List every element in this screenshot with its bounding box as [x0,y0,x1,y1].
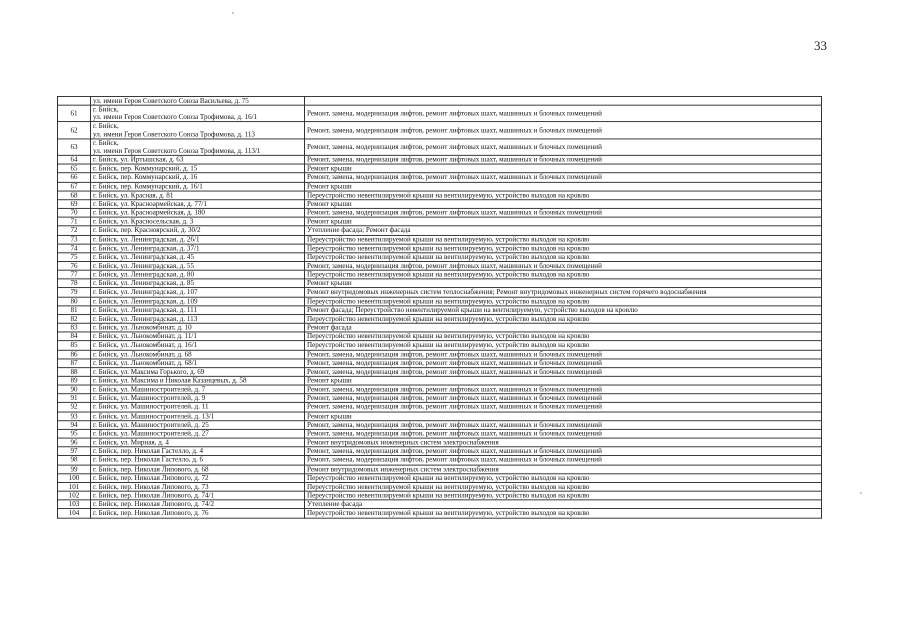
address-cell [91,500,305,509]
work-type-cell: Ремонт, замена, модернизация лифтов, ремонт лифтовых шахт, машинных и блочных помещений [305,394,822,403]
work-type-cell: Ремонт фасада [305,323,822,332]
address-cell [91,306,305,315]
address-cell [91,332,305,341]
row-number: 77 [58,270,91,279]
work-type-cell: Переустройство невентилируемой крыши на вентилируемую, устройство выходов на кровлю [305,509,822,518]
table-row [58,191,822,200]
address-line: г. Бийск, ул. Максима и Николая Казанцевых, д. 58 [93,376,247,385]
repair-register-table [57,96,822,518]
work-type-cell: Ремонт, замена, модернизация лифтов, ремонт лифтовых шахт, машинных и блочных помещений [305,447,822,456]
work-type-cell: Ремонт, замена, модернизация лифтов, ремонт лифтовых шахт, машинных и блочных помещений [305,403,822,412]
table-row [58,323,822,332]
work-type-cell: Переустройство невентилируемой крыши на вентилируемую, устройство выходов на кровлю [305,474,822,483]
address-line: г. Бийск, ул. Машиностроителей, д. 11 [93,403,209,412]
row-number: 64 [58,155,91,164]
work-type-cell: Ремонт крыши [305,376,822,385]
address-line: г. Бийск, пер. Коммунарский, д. 16/1 [93,182,203,191]
address-line: г. Бийск, ул. Ленинградская, д. 45 [93,253,194,261]
table-row [58,474,822,483]
address-cell [91,482,305,491]
table-row [58,235,822,244]
address-cell [91,208,305,217]
work-type-cell: Ремонт внутридомовых инженерных систем электроснабжения [305,438,822,447]
address-cell [91,164,305,173]
address-cell [91,394,305,403]
table-row [58,96,822,105]
address-line: г. Бийск, ул. Машиностроителей, д. 13/1 [93,412,215,420]
address-line: г. Бийск, пер. Николая Гастелло, д. 6 [93,456,204,465]
address-cell [91,122,305,139]
row-number: 68 [58,191,91,200]
row-number: 72 [58,226,91,235]
address-cell [91,323,305,332]
row-number: 104 [58,509,91,518]
table-row [58,412,822,421]
row-number: 79 [58,288,91,297]
work-type-cell: Ремонт крыши [305,217,822,226]
work-type-cell [305,96,822,105]
table-row [58,200,822,209]
address-line: г. Бийск, ул. Машиностроителей, д. 7 [93,385,206,394]
work-type-cell: Ремонт, замена, модернизация лифтов, ремонт лифтовых шахт, машинных и блочных помещений [305,350,822,359]
address-line: г. Бийск, пер. Коммунарский, д. 15 [93,164,198,173]
address-cell [91,253,305,262]
table-row [58,164,822,173]
address-cell [91,447,305,456]
address-cell [91,350,305,359]
address-line: г. Бийск, ул. Машиностроителей, д. 27 [93,429,209,438]
work-type-cell: Утепление фасада; Ремонт фасада [305,226,822,235]
address-cell [91,376,305,385]
table-row [58,438,822,447]
row-number: 75 [58,253,91,262]
table-row [58,500,822,509]
row-number: 88 [58,367,91,376]
work-type-cell: Ремонт внутридомовых инженерных систем теплоснабжения; Ремонт внутридомовых инженерных систем горячего водоснабжения [305,288,822,297]
table-row [58,279,822,288]
table-row [58,297,822,306]
row-number: 73 [58,235,91,244]
address-cell [91,270,305,279]
address-line: г. Бийск, [93,139,119,147]
address-line: г. Бийск, ул. Ленинградская, д. 111 [93,306,198,314]
table-row [58,350,822,359]
address-line: г. Бийск, ул. Красноармейская, д. 180 [93,208,205,217]
row-number: 82 [58,314,91,323]
address-line: г. Бийск, [93,105,119,114]
row-number: 89 [58,376,91,385]
table-row [58,122,822,139]
row-number: 76 [58,261,91,270]
row-number: 78 [58,279,91,288]
address-line: г. Бийск, пер. Николая Липового, д. 74/1 [93,491,215,500]
address-cell [91,279,305,288]
table-row [58,491,822,500]
address-cell [91,155,305,164]
address-line: г. Бийск, ул. Льнокомбинат, д. 16/1 [93,341,198,350]
address-line: г. Бийск, ул. Ленинградская, д. 113 [93,314,198,323]
table-row [58,482,822,491]
row-number: 102 [58,491,91,500]
table-row [58,253,822,262]
address-line: г. Бийск, пер. Николая Липового, д. 73 [93,482,209,491]
address-line: г. Бийск, ул. Машиностроителей, д. 25 [93,420,209,429]
address-line: ул. имени Героя Советского Союза Трофимова, д. 113 [93,130,255,139]
address-cell [91,191,305,200]
work-type-cell: Переустройство невентилируемой крыши на вентилируемую, устройство выходов на кровлю [305,191,822,200]
work-type-cell: Ремонт крыши [305,200,822,209]
work-type-cell: Переустройство невентилируемой крыши на вентилируемую, устройство выходов на кровлю [305,297,822,306]
table-row [58,367,822,376]
row-number: 86 [58,350,91,359]
work-type-cell: Ремонт фасада; Переустройство невентилируемой крыши на вентилируемую, устройство выходов на кровлю [305,306,822,315]
address-cell [91,244,305,253]
row-number: 81 [58,306,91,315]
work-type-cell: Ремонт крыши [305,279,822,288]
row-number: 99 [58,465,91,474]
address-cell [91,288,305,297]
address-line: г. Бийск, ул. Красноармейская, д. 77/1 [93,200,207,208]
address-cell [91,105,305,122]
table-row [58,306,822,315]
table-row [58,359,822,368]
address-cell [91,412,305,421]
address-line: г. Бийск, ул. Мирная, д. 4 [93,438,169,447]
work-type-cell: Переустройство невентилируемой крыши на вентилируемую, устройство выходов на кровлю [305,332,822,341]
address-line: г. Бийск, пер. Николая Липового, д. 74/2 [93,500,215,509]
scan-speck [860,492,862,494]
address-cell [91,385,305,394]
table-row [58,208,822,217]
work-type-cell: Переустройство невентилируемой крыши на вентилируемую, устройство выходов на кровлю [305,314,822,323]
table-row [58,456,822,465]
address-cell [91,403,305,412]
table-body [58,96,822,517]
address-cell [91,314,305,323]
row-number: 101 [58,482,91,491]
work-type-cell: Переустройство невентилируемой крыши на вентилируемую, устройство выходов на кровлю [305,235,822,244]
address-cell [91,359,305,368]
work-type-cell: Ремонт, замена, модернизация лифтов, ремонт лифтовых шахт, машинных и блочных помещений [305,122,822,139]
row-number: 74 [58,244,91,253]
address-cell [91,456,305,465]
table-row [58,226,822,235]
table-row [58,465,822,474]
table-row [58,421,822,430]
work-type-cell: Переустройство невентилируемой крыши на вентилируемую, устройство выходов на кровлю [305,482,822,491]
address-cell [91,421,305,430]
table-row [58,270,822,279]
work-type-cell: Переустройство невентилируемой крыши на вентилируемую, устройство выходов на кровлю [305,270,822,279]
row-number: 84 [58,332,91,341]
table-row [58,261,822,270]
address-line: г. Бийск, пер. Николая Гастелло, д. 4 [93,447,204,456]
row-number: 91 [58,394,91,403]
table-row [58,341,822,350]
work-type-cell: Ремонт, замена, модернизация лифтов, ремонт лифтовых шахт, машинных и блочных помещений [305,385,822,394]
row-number: 70 [58,208,91,217]
row-number: 93 [58,412,91,421]
address-cell [91,96,305,105]
work-type-cell: Ремонт внутридомовых инженерных систем электроснабжения [305,465,822,474]
table-row [58,403,822,412]
table-row [58,288,822,297]
row-number: 65 [58,164,91,173]
row-number: 97 [58,447,91,456]
table-row [58,385,822,394]
row-number: 103 [58,500,91,509]
row-number: 71 [58,217,91,226]
work-type-cell: Ремонт, замена, модернизация лифтов, ремонт лифтовых шахт, машинных и блочных помещений [305,105,822,122]
address-cell [91,429,305,438]
address-cell [91,173,305,182]
work-type-cell: Ремонт крыши [305,182,822,191]
table-row [58,173,822,182]
address-line: г. Бийск, ул. Ленинградская, д. 85 [93,279,194,288]
address-line: г. Бийск, ул. Ленинградская, д. 37/1 [93,244,200,252]
table-row [58,447,822,456]
table-row [58,376,822,385]
address-cell [91,182,305,191]
row-number: 62 [58,122,91,139]
address-line: г. Бийск, ул. Льнокомбинат, д. 68 [93,350,192,359]
address-cell [91,491,305,500]
row-number: 90 [58,385,91,394]
work-type-cell: Переустройство невентилируемой крыши на вентилируемую, устройство выходов на кровлю [305,341,822,350]
row-number: 63 [58,139,91,156]
address-line: г. Бийск, ул. Ленинградская, д. 26/1 [93,235,200,244]
row-number: 67 [58,182,91,191]
address-cell [91,341,305,350]
address-line: ул. имени Героя Советского Союза Трофимова, д. 16/1 [93,113,258,122]
table-row [58,332,822,341]
address-line: г. Бийск, ул. Льнокомбинат, д. 11/1 [93,332,197,341]
row-number [58,96,91,105]
address-line: г. Бийск, ул. Максима Горького, д. 69 [93,367,205,376]
work-type-cell: Ремонт, замена, модернизация лифтов, ремонт лифтовых шахт, машинных и блочных помещений [305,429,822,438]
row-number: 61 [58,105,91,122]
work-type-cell: Ремонт, замена, модернизация лифтов, ремонт лифтовых шахт, машинных и блочных помещений [305,208,822,217]
work-type-cell: Ремонт, замена, модернизация лифтов, ремонт лифтовых шахт, машинных и блочных помещений [305,367,822,376]
table-row [58,314,822,323]
work-type-cell: Ремонт, замена, модернизация лифтов, ремонт лифтовых шахт, машинных и блочных помещений [305,421,822,430]
address-cell [91,139,305,156]
address-cell [91,474,305,483]
address-cell [91,465,305,474]
row-number: 98 [58,456,91,465]
row-number: 85 [58,341,91,350]
address-line: г. Бийск, пер. Николая Липового, д. 76 [93,509,209,518]
address-cell [91,261,305,270]
work-type-cell: Переустройство невентилируемой крыши на вентилируемую, устройство выходов на кровлю [305,491,822,500]
row-number: 95 [58,429,91,438]
address-line: г. Бийск, ул. Ленинградская, д. 55 [93,261,194,270]
address-line: г. Бийск, ул. Ленинградская, д. 80 [93,270,194,279]
row-number: 96 [58,438,91,447]
work-type-cell: Ремонт, замена, модернизация лифтов, ремонт лифтовых шахт, машинных и блочных помещений [305,359,822,368]
table-row [58,394,822,403]
address-line: г. Бийск, пер. Николая Липового, д. 72 [93,474,209,482]
address-line: г. Бийск, ул. Иртышская, д. 63 [93,155,184,164]
work-type-cell: Утепление фасада [305,500,822,509]
address-line: г. Бийск, ул. Льнокомбинат, д. 68/1 [93,359,198,367]
address-line: г. Бийск, пер. Коммунарский, д. 16 [93,173,198,182]
work-type-cell: Ремонт, замена, модернизация лифтов, ремонт лифтовых шахт, машинных и блочных помещений [305,139,822,156]
table-row [58,244,822,253]
table-row [58,217,822,226]
work-type-cell: Переустройство невентилируемой крыши на вентилируемую, устройство выходов на кровлю [305,253,822,262]
address-cell [91,367,305,376]
table-row [58,182,822,191]
address-line: г. Бийск, ул. Льнокомбинат, д. 10 [93,323,192,332]
address-line: г. Бийск, пер. Николая Липового, д. 68 [93,465,209,473]
address-cell [91,200,305,209]
work-type-cell: Ремонт крыши [305,164,822,173]
address-cell [91,509,305,518]
table-row [58,429,822,438]
row-number: 87 [58,359,91,368]
address-cell [91,297,305,306]
work-type-cell: Ремонт, замена, модернизация лифтов, ремонт лифтовых шахт, машинных и блочных помещений [305,261,822,270]
work-type-cell: Ремонт, замена, модернизация лифтов, ремонт лифтовых шахт, машинных и блочных помещений [305,456,822,465]
work-type-cell: Переустройство невентилируемой крыши на вентилируемую, устройство выходов на кровлю [305,244,822,253]
row-number: 66 [58,173,91,182]
table-row [58,509,822,518]
address-cell [91,226,305,235]
work-type-cell: Ремонт крыши [305,412,822,421]
row-number: 80 [58,297,91,306]
page-number: 33 [814,38,827,53]
table-row [58,155,822,164]
row-number: 69 [58,200,91,209]
address-line: г. Бийск, ул. Машиностроителей, д. 9 [93,394,206,403]
row-number: 94 [58,421,91,430]
address-line: г. Бийск, ул. Ленинградская, д. 109 [93,297,198,306]
address-line: ул. имени Героя Советского Союза Трофимова, д. 113/1 [93,147,261,155]
address-line: ул. имени Героя Советского Союза Васильева, д. 75 [93,96,249,105]
address-cell [91,235,305,244]
address-line: г. Бийск, ул. Ленинградская, д. 107 [93,288,198,297]
table-row [58,139,822,156]
work-type-cell: Ремонт, замена, модернизация лифтов, ремонт лифтовых шахт, машинных и блочных помещений [305,173,822,182]
row-number: 83 [58,323,91,332]
row-number: 92 [58,403,91,412]
table-row [58,105,822,122]
address-cell [91,438,305,447]
work-type-cell: Ремонт, замена, модернизация лифтов, ремонт лифтовых шахт, машинных и блочных помещений [305,155,822,164]
address-line: г. Бийск, ул. Красносельская, д. 3 [93,217,194,226]
address-line: г. Бийск, [93,122,119,131]
address-line: г. Бийск, пер. Красноярский, д. 30/2 [93,226,201,235]
scan-speck [232,12,234,14]
row-number: 100 [58,474,91,483]
address-line: г. Бийск, ул. Красная, д. 81 [93,191,174,199]
address-cell [91,217,305,226]
